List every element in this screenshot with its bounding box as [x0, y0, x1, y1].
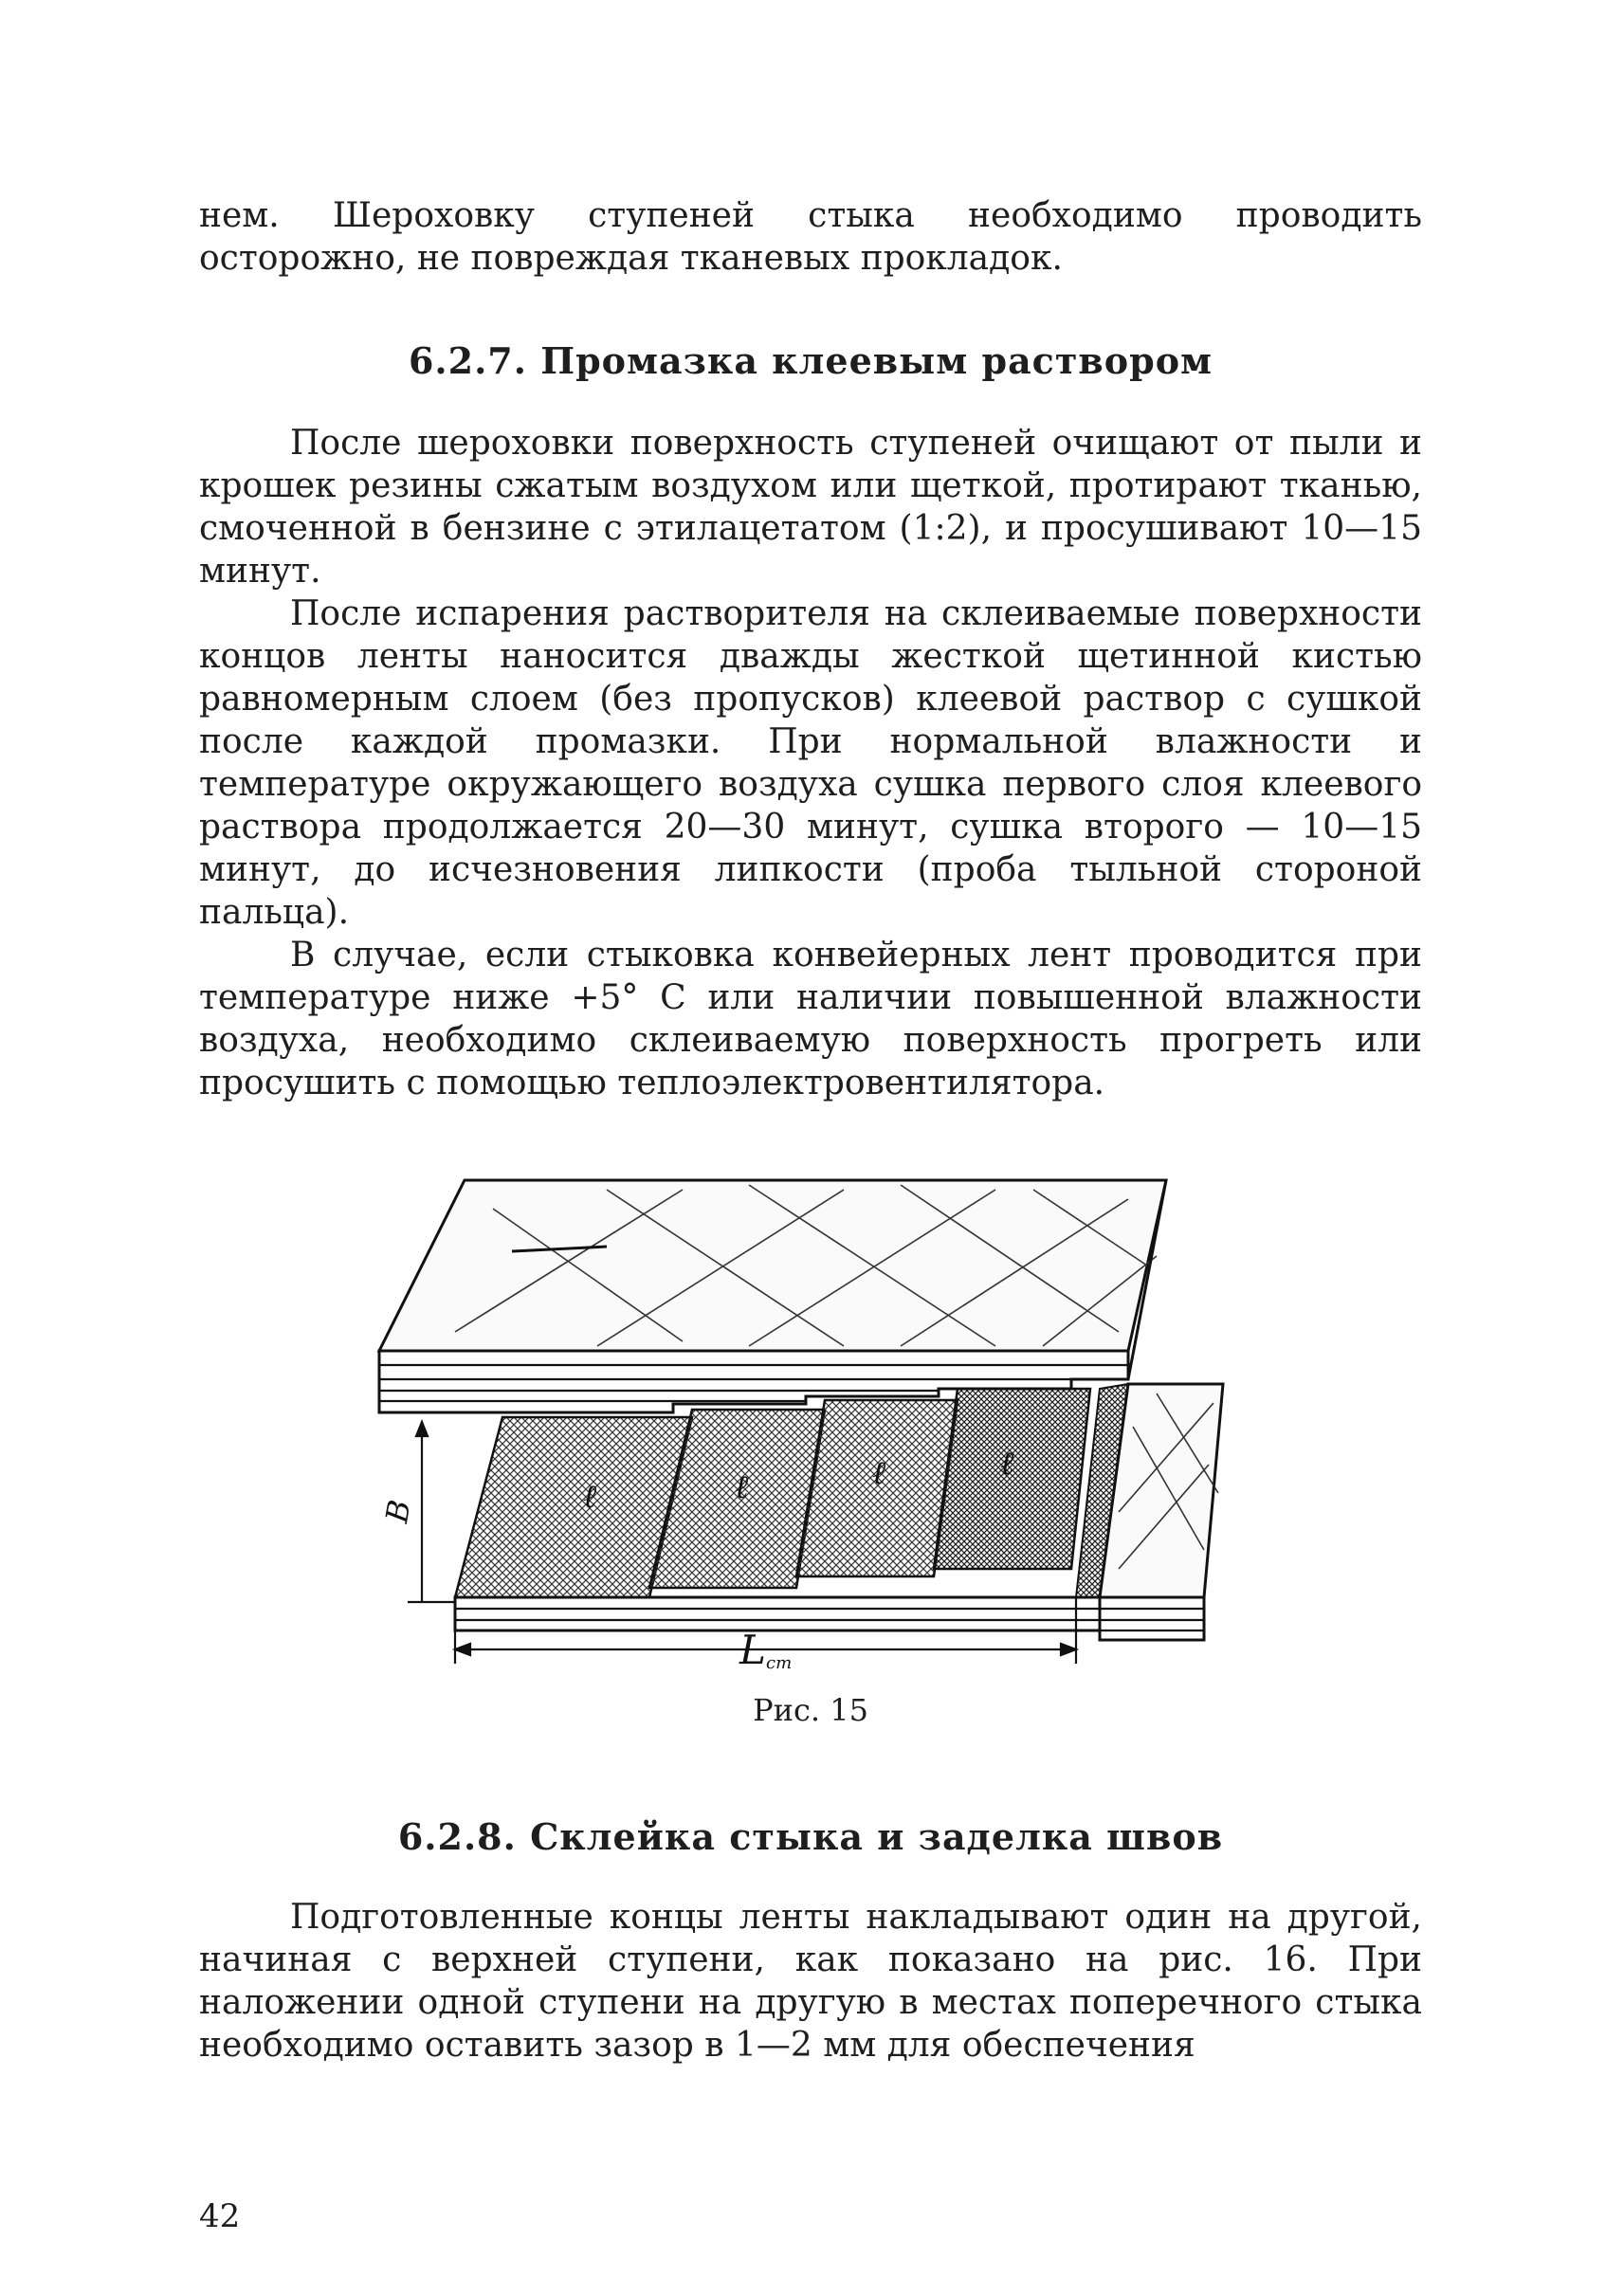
paragraph: После шероховки поверхность ступеней очищают от пыли и крошек резины сжатым воздухом или щеткой, протирают тканью, смоченной в бензине с этилацетатом (1:2), и просушивают 10—15 минут. — [199, 424, 1422, 591]
step-label: ℓ — [583, 1478, 597, 1516]
step-label: ℓ — [1000, 1445, 1014, 1483]
length-label: L — [739, 1627, 766, 1673]
paragraph: В случае, если стыковка конвейерных лент проводится при температуре ниже +5° С или наличии повышенной влажности воздуха, необходимо склеиваемую поверхность прогреть или просушить с помощью теплоэлектровентилятора. — [199, 936, 1422, 1102]
page-number: 42 — [199, 2197, 241, 2235]
figure-caption: Рис. 15 — [753, 1692, 868, 1728]
paragraph: Подготовленные концы ленты накладывают один на другой, начиная с верхней ступени, как показано на рис. 16. При наложении одной ступени на другую в местах поперечного стыка необходимо оставить зазор в 1—2 мм для обеспечения — [199, 1898, 1422, 2065]
section-heading-6-2-8: 6.2.8. Склейка стыка и заделка швов — [397, 1815, 1224, 1858]
continuation-paragraph — [199, 194, 1422, 280]
section-body-6-2-7 — [199, 422, 1422, 1104]
length-subscript: ст — [766, 1653, 793, 1673]
width-label: В — [378, 1497, 418, 1526]
paragraph: нем. Шероховку ступеней стыка необходимо проводить осторожно, не повреждая тканевых прокладок. — [199, 196, 1422, 278]
step-label: ℓ — [872, 1454, 886, 1492]
lower-belt-steps — [455, 1384, 1223, 1640]
figure-belt-splice — [370, 1152, 1270, 1702]
paragraph: После испарения растворителя на склеиваемые поверхности концов ленты наносится дважды жесткой щетинной кистью равномерным слоем (без пропусков) клеевой раствор с сушкой после каждой промазки. При нормальной влажности и температуре окружающего воздуха сушка первого слоя клеевого раствора продолжается 20—30 минут, сушка второго — 10—15 минут, до исчезновения липкости (проба тыльной стороной пальца). — [199, 594, 1422, 932]
step-label: ℓ — [735, 1468, 749, 1506]
section-body-6-2-8 — [199, 1896, 1422, 2067]
upper-belt — [379, 1180, 1166, 1412]
section-heading-6-2-7: 6.2.7. Промазка клеевым раствором — [408, 339, 1213, 382]
